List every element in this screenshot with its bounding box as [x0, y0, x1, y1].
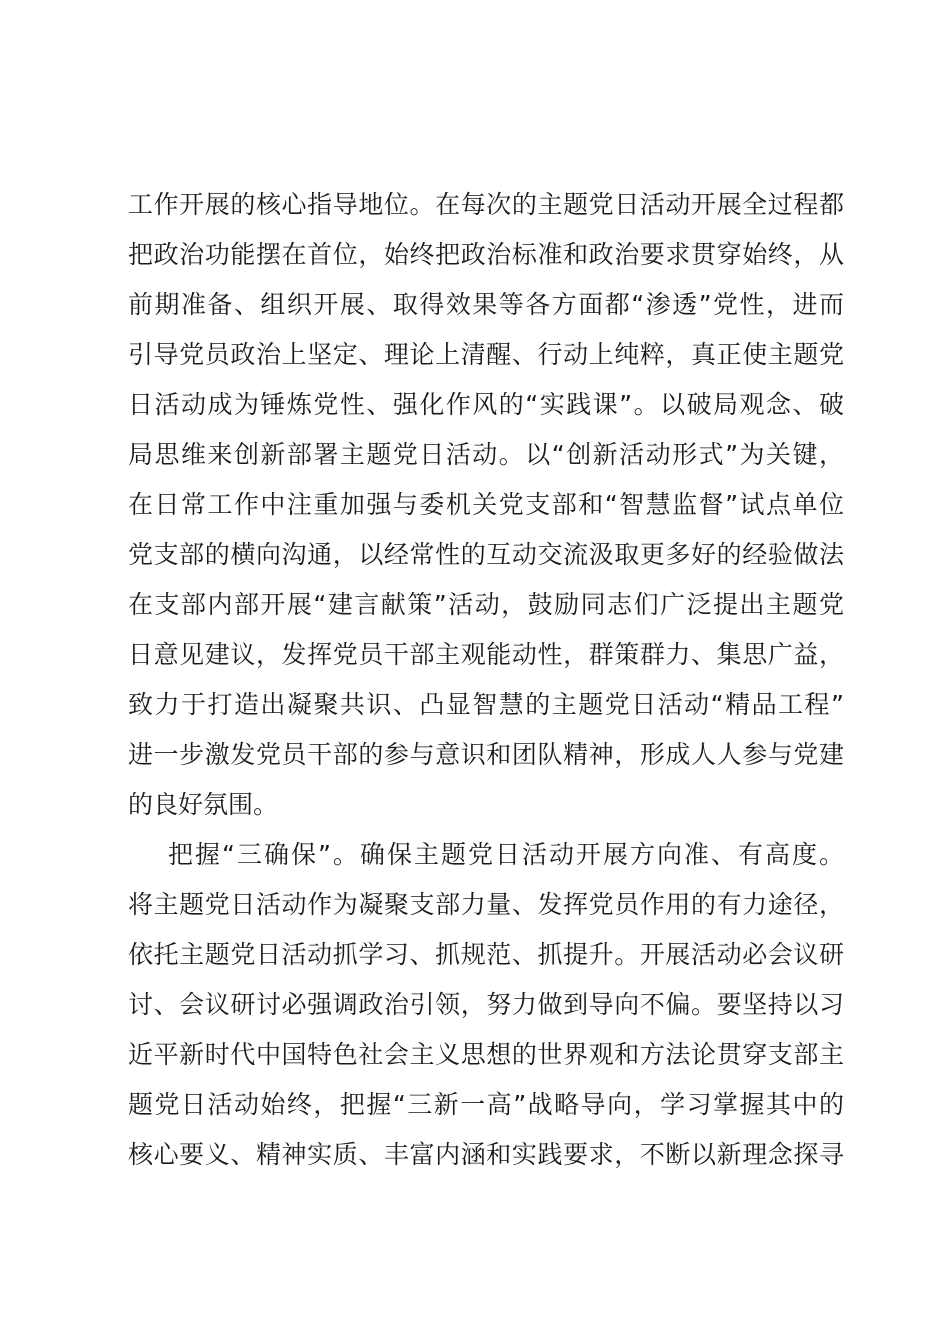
paragraph-2-line-6: 题党日活动始终，把握“三新一高”战略导向，学习掌握其中的 — [128, 1090, 844, 1119]
body-text — [128, 180, 844, 1180]
paragraph-1-line-9: 在支部内部开展“建言献策”活动，鼓励同志们广泛提出主题党 — [128, 590, 844, 619]
paragraph-2-line-4: 讨、会议研讨必强调政治引领，努力做到导向不偏。要坚持以习 — [128, 990, 844, 1019]
paragraph-1-line-4: 引导党员政治上坚定、理论上清醒、行动上纯粹，真正使主题党 — [128, 340, 844, 369]
paragraph-1-line-12: 进一步激发党员干部的参与意识和团队精神，形成人人参与党建 — [128, 740, 844, 769]
paragraph-1-line-10: 日意见建议，发挥党员干部主观能动性，群策群力、集思广益， — [128, 640, 844, 669]
paragraph-1-line-5: 日活动成为锤炼党性、强化作风的“实践课”。以破局观念、破 — [128, 390, 844, 419]
paragraph-1-line-11: 致力于打造出凝聚共识、凸显智慧的主题党日活动“精品工程” — [128, 690, 844, 719]
paragraph-1-line-1: 工作开展的核心指导地位。在每次的主题党日活动开展全过程都 — [128, 190, 844, 219]
paragraph-1-line-8: 党支部的横向沟通，以经常性的互动交流汲取更多好的经验做法 — [128, 540, 844, 569]
paragraph-2-line-2: 将主题党日活动作为凝聚支部力量、发挥党员作用的有力途径， — [128, 890, 844, 919]
paragraph-1-line-13: 的良好氛围。 — [128, 790, 279, 819]
paragraph-2-line-5: 近平新时代中国特色社会主义思想的世界观和方法论贯穿支部主 — [128, 1040, 844, 1069]
paragraph-2-line-7: 核心要义、精神实质、丰富内涵和实践要求，不断以新理念探寻 — [128, 1140, 844, 1169]
paragraph-2-line-1: 把握“三确保”。确保主题党日活动开展方向准、有高度。 — [168, 840, 844, 869]
paragraph-2-line-3: 依托主题党日活动抓学习、抓规范、抓提升。开展活动必会议研 — [128, 940, 844, 969]
paragraph-1-line-7: 在日常工作中注重加强与委机关党支部和“智慧监督”试点单位 — [128, 490, 844, 519]
paragraph-1-line-6: 局思维来创新部署主题党日活动。以“创新活动形式”为关键， — [128, 440, 844, 469]
paragraph-1-line-3: 前期准备、组织开展、取得效果等各方面都“渗透”党性，进而 — [128, 290, 844, 319]
paragraph-1-line-2: 把政治功能摆在首位，始终把政治标准和政治要求贯穿始终，从 — [128, 240, 844, 269]
